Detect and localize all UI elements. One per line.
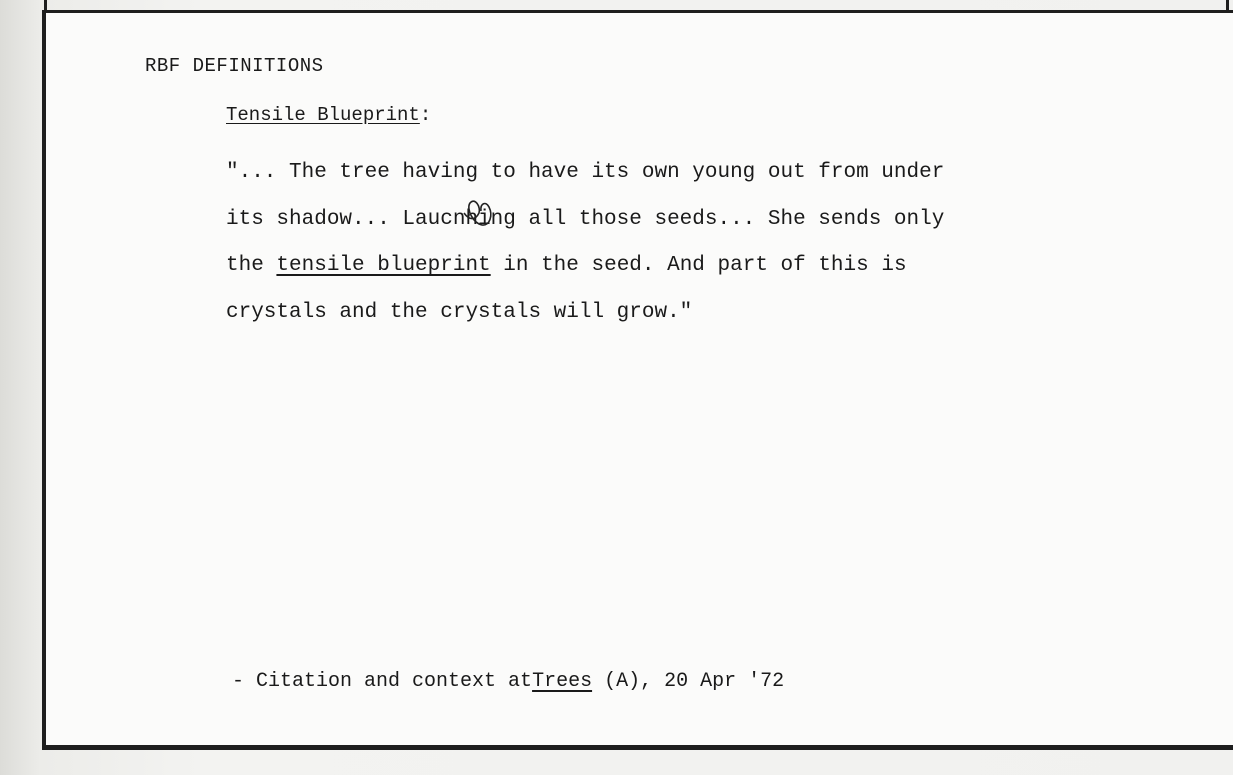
term-title	[226, 104, 431, 126]
handwritten-correction-mark	[461, 193, 497, 227]
quote-line-2: its shadow... Laucnhing all those seeds... She sends only	[226, 207, 945, 231]
quote-line-3-start: the	[226, 254, 277, 277]
citation-suffix: (A), 20 Apr '72	[592, 670, 785, 693]
citation-prefix: - Citation and context at	[232, 670, 533, 693]
definition-card	[42, 10, 1233, 750]
quote-line-3	[226, 243, 1086, 290]
citation-line	[232, 670, 784, 693]
term-label: Tensile Blueprint	[226, 104, 420, 126]
quote-term-underlined: tensile blueprint	[276, 254, 491, 277]
definition-quote	[226, 150, 1086, 336]
quote-line-1: "... The tree having to have its own young out from under	[226, 161, 945, 184]
citation-link-trees[interactable]: Trees	[532, 670, 593, 693]
term-suffix: :	[419, 104, 432, 126]
quote-line-4: crystals and the crystals will grow."	[226, 300, 693, 324]
quote-line-3-end: in the seed. And part of this is	[490, 254, 907, 277]
document-heading: RBF DEFINITIONS	[145, 55, 324, 77]
